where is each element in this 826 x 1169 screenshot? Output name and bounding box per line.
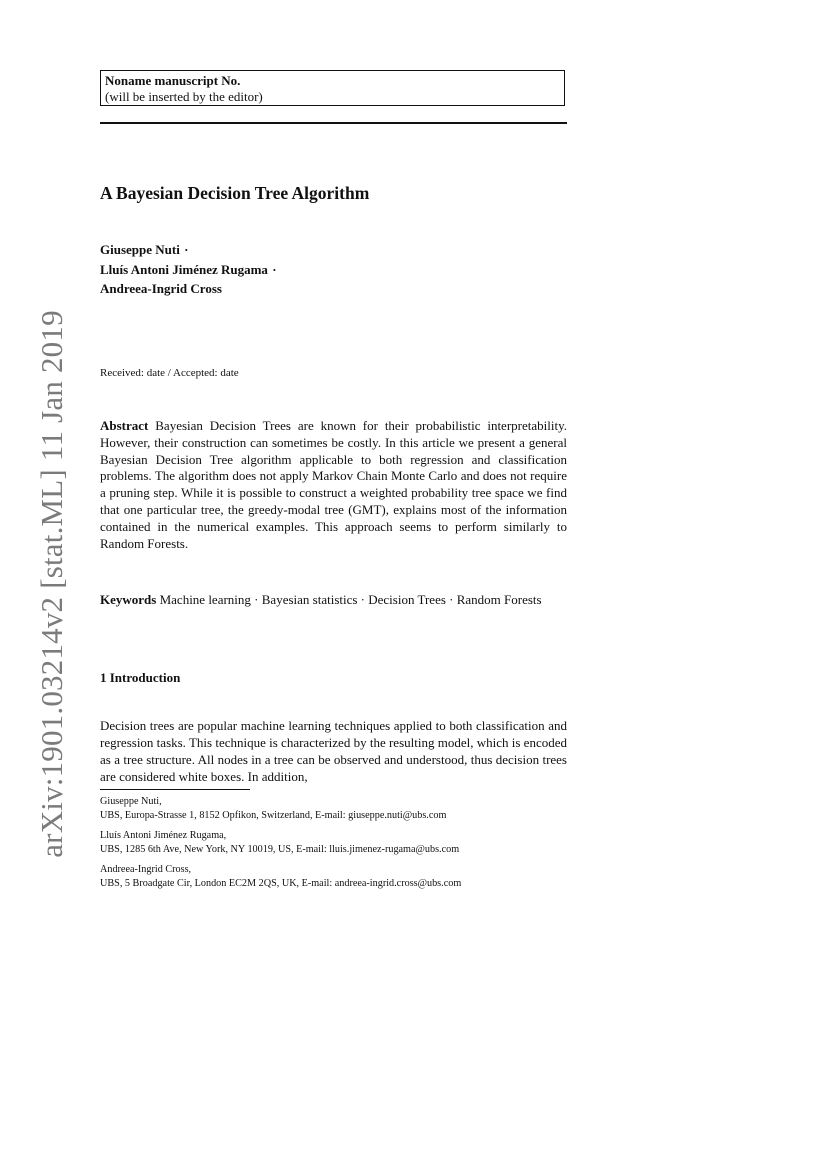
section-heading: 1 Introduction: [100, 670, 181, 685]
author-separator: ·: [272, 261, 277, 277]
abstract-text: Bayesian Decision Trees are known for their probabilistic interpretability. However, their construction can sometimes be costly. In this article we present a general Bayesian Decision Tree algorithm applicable to both regression and classification problems. The algorithm does not apply Markov Chain Monte Carlo and does not require a pruning step. While it is possible to construct a weighted probability tree space we find that one particular tree, the greedy-modal tree (GMT), explains most of the information contained in the numerical examples. This approach seems to perform similarly to Random Forests.: [100, 418, 567, 551]
author-line: [100, 240, 278, 260]
author-separator: ·: [184, 242, 189, 257]
keywords-text: Machine learning · Bayesian statistics · Decision Trees · Random Forests: [159, 592, 542, 607]
keywords-label: Keywords: [100, 592, 157, 607]
introduction-paragraph: Decision trees are popular machine learning techniques applied to both classification and regression tasks. This technique is characterized by the resulting model, which is encoded as a tree structure. All nodes in a tree can be observed and understood, thus decision trees are considered white boxes. In addition,: [100, 718, 567, 784]
received-accepted-dates: Received: date / Accepted: date: [100, 367, 239, 379]
abstract-label: Abstract: [100, 418, 149, 433]
author-list: [100, 240, 278, 299]
author-name: Lluís Antoni Jiménez Rugama: [100, 261, 268, 277]
keywords: [100, 592, 567, 609]
footnote-address: UBS, 1285 6th Ave, New York, NY 10019, US, E-mail: lluis.jimenez-rugama@ubs.com: [100, 844, 460, 855]
author-name: Giuseppe Nuti: [100, 242, 180, 257]
footnote-author: Lluís Antoni Jiménez Rugama,: [100, 830, 227, 841]
affiliation-footnotes: [100, 795, 580, 897]
abstract: [100, 418, 567, 552]
footnote-item: [100, 863, 580, 891]
footnote-address: UBS, 5 Broadgate Cir, London EC2M 2QS, UK, E-mail: andreea-ingrid.cross@ubs.com: [100, 878, 462, 889]
manuscript-header-box: [100, 70, 565, 106]
author-line: [100, 260, 278, 280]
author-line: [100, 279, 278, 299]
footnote-rule: [100, 789, 250, 790]
paper-title: A Bayesian Decision Tree Algorithm: [100, 183, 370, 203]
footnote-item: [100, 795, 580, 823]
footnote-address: UBS, Europa-Strasse 1, 8152 Opfikon, Switzerland, E-mail: giuseppe.nuti@ubs.com: [100, 810, 447, 821]
author-name: Andreea-Ingrid Cross: [100, 281, 222, 296]
editor-note: (will be inserted by the editor): [105, 89, 263, 104]
header-rule: [100, 122, 567, 124]
footnote-item: [100, 829, 580, 857]
footnote-author: Giuseppe Nuti,: [100, 796, 162, 807]
footnote-author: Andreea-Ingrid Cross,: [100, 864, 192, 875]
manuscript-number: Noname manuscript No.: [105, 73, 241, 88]
arxiv-identifier: arXiv:1901.03214v2 [stat.ML] 11 Jan 2019: [34, 310, 69, 858]
